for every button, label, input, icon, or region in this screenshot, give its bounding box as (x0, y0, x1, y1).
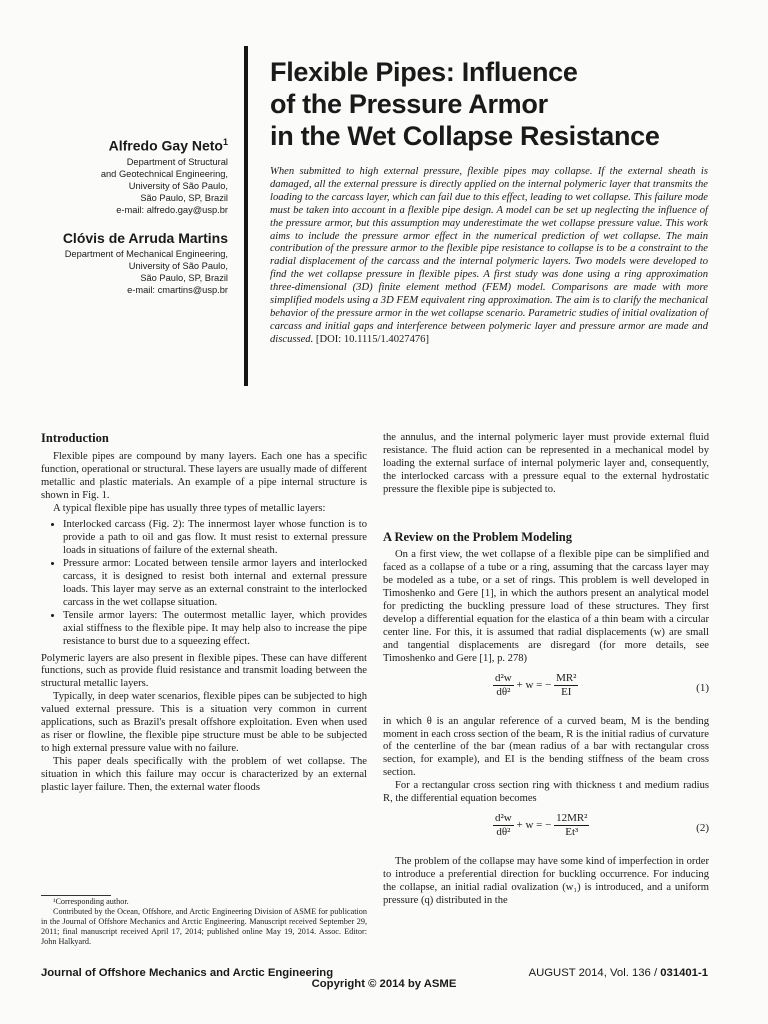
paragraph: For a rectangular cross section ring with thickness t and medium radius R, the differential equation becomes (383, 780, 709, 805)
equation-2: $\frac{\text{d²w}}{\text{dθ²}}$ + w = − $\frac{\text{12MR²}}{\text{Et³}}$ (2) (495, 811, 709, 838)
paper-title (270, 56, 740, 152)
paragraph: This paper deals specifically with the problem of wet collapse. The situation in which this failure may occur is characterized by an external plastic layer failure. Then, the external water floods (41, 755, 367, 793)
paragraph: Typically, in deep water scenarios, flexible pipes can be subjected to high valued external pressure. This is a situation very common in current applications, such as Brazil's presalt offshore exploitation. Even when used as riser or flowline, the flexible pipe structure must be able to be subjected to high external pressure value with no failure. (41, 691, 367, 754)
list-item: • Tensile armor layers: The outermost metallic layer, which provides axial stiffness to the flexible pipe. It may help also to increase the pipe resistance to burst due to a squeezing effect. (63, 610, 367, 649)
paragraph: The problem of the collapse may have some kind of imperfection in order to introduce a preferential direction for buckling occurrence. For inducing the collapse, an initial radial ovalization (w₁) is introduced, and a uniform pressure (q) distributed in the (383, 855, 709, 906)
equation-number: (1) (696, 681, 709, 694)
list-item: • Pressure armor: Located between tensile armor layers and interlocked carcass, it is designed to resist both internal and external pressure loads. This layer may serve as an external constraint to the interlocked carcass in the wet collapse situation. (63, 558, 367, 610)
paragraph: in which θ is an angular reference of a curved beam, M is the bending moment in each cross section of the beam, R is the initial radius of curvature of the centerline of the bar (mean radius of a bar with rectangular cross section, for example), and EI is the bending stiffness of the beam cross section. (383, 715, 709, 779)
paragraph: Flexible pipes are compound by many layers. Each one has a specific function, operational or structural. These layers are usually made of different metallic and plastic materials. An example of a pipe internal structure is shown in Fig. 1. (41, 450, 367, 501)
copyright: Copyright © 2014 by ASME (311, 978, 457, 990)
author-name-2: Clóvis de Arruda Martins (62, 229, 228, 246)
paragraph: Polymeric layers are also present in flexible pipes. These can have different functions, such as provide fluid resistance and transmit loading between the structural metallic layers. (41, 652, 367, 690)
abstract: When submitted to high external pressure, flexible pipes may collapse. If the external sheath is damaged, all the external pressure is directly applied on the internal polymeric layer that transmits the loading to the carcass layer, which can fail due to this effect, leading to wet collapse. This failure mode must be taken into account in a flexible pipe design. A model can be set up neglecting the influence of the pressure armor, but this assumption may underestimate the wet collapse pressure value. This work aims to include the pressure armor effect in the numerical prediction of wet collapse. The main contribution of the pressure armor to the flexible pipe resistance to collapse is to be a constraint to the radial displacement of the carcass and the internal polymeric layers. Two models were developed to find the wet collapse pressure in flexible pipes. A first study was done using a ring approximation three-dimensional (3D) finite element method (FEM) model. Comparisons are made with more simplified models using a 3D FEM equivalent ring approximation. The aim is to clarify the mechanical behavior of the pressure armor in the wet collapse scenario. Parametric studies of initial ovalization of carcass and initial gaps and interference between polymeric layer and pressure armor are made and discussed. [DOI: 10.1115/1.4027476] (270, 166, 708, 345)
doi: [DOI: 10.1115/1.4027476] (315, 333, 430, 345)
list-item: • Interlocked carcass (Fig. 2): The innermost layer whose function is to provide a path to oil and gas flow. It must resist to external pressure loads in situations of failure of the external sheath. (63, 519, 367, 558)
section-heading-review: A Review on the Problem Modeling (383, 529, 572, 544)
author-affiliation-1: Department of Structural and Geotechnical Engineering, University of São Paulo, São Paulo, SP, Brazil e-mail: alfredo.gay@usp.br (100, 156, 228, 215)
section-heading-introduction: Introduction (41, 431, 109, 445)
author-affiliation-2: Department of Mechanical Engineering, University of São Paulo, São Paulo, SP, Brazil e-mail: cmartins@usp.br (64, 248, 228, 295)
footnote-rule (41, 895, 111, 896)
footnote (41, 897, 367, 947)
article-number: 031401-1 (660, 967, 708, 979)
equation-number: (2) (696, 821, 709, 834)
author-name-1: Alfredo Gay Neto$^1$ (108, 137, 228, 154)
right-column (383, 432, 709, 908)
title-line-3: in the Wet Collapse Resistance (270, 121, 660, 151)
footnote-contribution: Contributed by the Ocean, Offshore, and Arctic Engineering Division of ASME for publication in the Journal of Offshore Mechanics and Arctic Engineering. Manuscript received September 29, 2011; final manuscript received April 17, 2014; published online May 19, 2014. Assoc. Editor: John Halkyard. (41, 907, 367, 946)
title-line-1: Flexible Pipes: Influence (270, 57, 578, 87)
bullet-list (41, 519, 367, 648)
title-line-2: of the Pressure Armor (270, 89, 548, 119)
paragraph: A typical flexible pipe has usually three types of metallic layers: (53, 502, 326, 514)
journal-name: Journal of Offshore Mechanics and Arctic Engineering (41, 967, 334, 979)
author-block (8, 137, 228, 296)
author-mark: 1 (222, 137, 228, 147)
title-rule (244, 46, 248, 386)
issue-info: AUGUST 2014, Vol. 136 / 031401-1 (528, 967, 708, 979)
footnote-corresponding: ¹Corresponding author. (53, 897, 129, 906)
paragraph: the annulus, and the internal polymeric layer must provide external fluid resistance. The fluid action can be represented in a mechanical model by loading the external surface of internal polymeric layer and, consequently, the interlocked carcass with a pressure equal to the external hydrostatic pressure the flexible pipe is subjected to. (383, 432, 709, 495)
equation-1: $\frac{\text{d²w}}{\text{dθ²}}$ + w = − $\frac{\text{MR²}}{EI}$ (1) (495, 671, 709, 698)
left-column (41, 432, 367, 794)
paragraph: On a first view, the wet collapse of a flexible pipe can be simplified and faced as a collapse of a tube or a ring, assuming that the carcass layer may be modeled as a tube, or a set of rings. This problem is well developed in Timoshenko and Gere [1], in which the authors present an analytical model for predicting the buckling pressure load of these structures. They first develop a differential equation for the elastica of a thin beam with a circular center line. For this, it is assumed that radial displacements (w) are small and tangential displacements are disregard (for more details, see Timoshenko and Gere [1], p. 278) (383, 549, 709, 664)
